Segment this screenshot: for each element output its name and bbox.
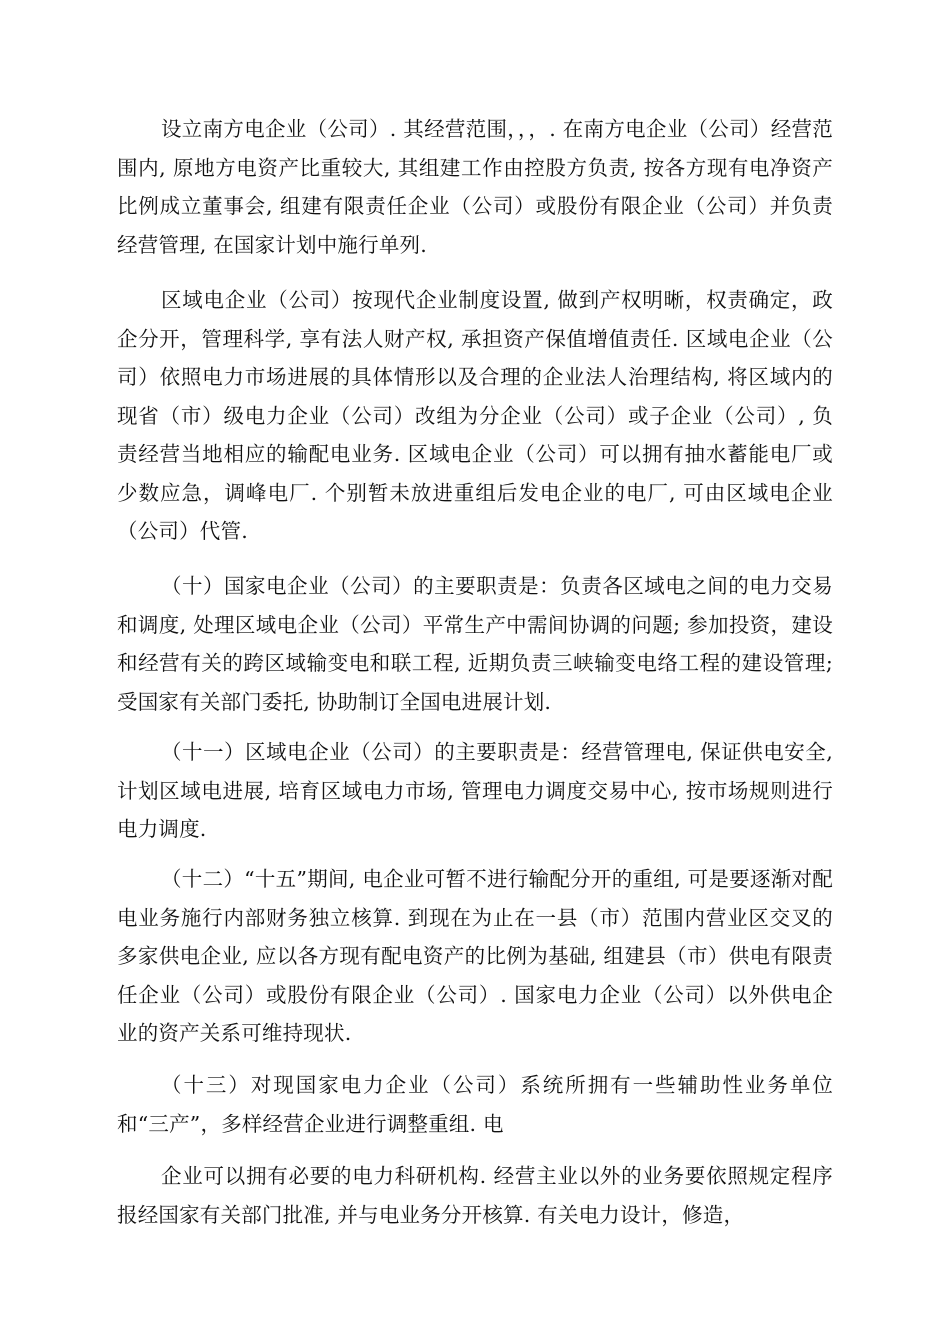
- paragraph-research-institutions: 企业可以拥有必要的电力科研机构. 经营主业以外的业务要依照规定程序报经国家有关部门批准, 并与电业务分开核算. 有关电力设计，修造，: [117, 1164, 833, 1227]
- paragraph-item-11: （十一）区域电企业（公司）的主要职责是：经营管理电, 保证供电安全, 计划区域电进展, 培育区域电力市场, 管理电力调度交易中心, 按市场规则进行电力调度.: [117, 740, 833, 841]
- paragraph-item-10: （十）国家电企业（公司）的主要职责是：负责各区域电之间的电力交易和调度, 处理区域电企业（公司）平常生产中需间协调的问题; 参加投资，建设和经营有关的跨区域输变电和联工程, 近期负责三峡输变电络工程的建设管理; 受国家有关部门委托, 协助制订全国电进展计划.: [117, 574, 833, 714]
- paragraph-item-13: （十三）对现国家电力企业（公司）系统所拥有一些辅助性业务单位和“三产”，多样经营企业进行调整重组. 电: [117, 1073, 833, 1136]
- paragraph-item-12: （十二）“十五”期间, 电企业可暂不进行输配分开的重组, 可是要逐渐对配电业务施行内部财务独立核算. 到现在为止在一县（市）范围内营业区交叉的多家供电企业, 应以各方现有配电资产的比例为基础, 组建县（市）供电有限责任企业（公司）或股份有限企业（公司）. 国家电力企业（公司）以外供电企业的资产关系可维持现状.: [117, 867, 833, 1045]
- paragraph-southern-grid: 设立南方电企业（公司）. 其经营范围，，，. 在南方电企业（公司）经营范围内, 原地方电资产比重较大, 其组建工作由控股方负责, 按各方现有电净资产比例成立董事会, 组建有限责任企业（公司）或股份有限企业（公司）并负责经营管理, 在国家计划中施行单列.: [117, 117, 833, 257]
- paragraph-regional-grid-company: 区域电企业（公司）按现代企业制度设置, 做到产权明晰，权责确定，政企分开，管理科学, 享有法人财产权, 承担资产保值增值责任. 区域电企业（公司）依照电力市场进展的具体情形以及合理的企业法人治理结构, 将区域内的现省（市）级电力企业（公司）改组为分企业（公司）或子企业（公司）, 负责经营当地相应的输配电业务. 区域电企业（公司）可以拥有抽水蓄能电厂或少数应急，调峰电厂. 个别暂未放进重组后发电企业的电厂, 可由区域电企业（公司）代管.: [117, 288, 833, 543]
